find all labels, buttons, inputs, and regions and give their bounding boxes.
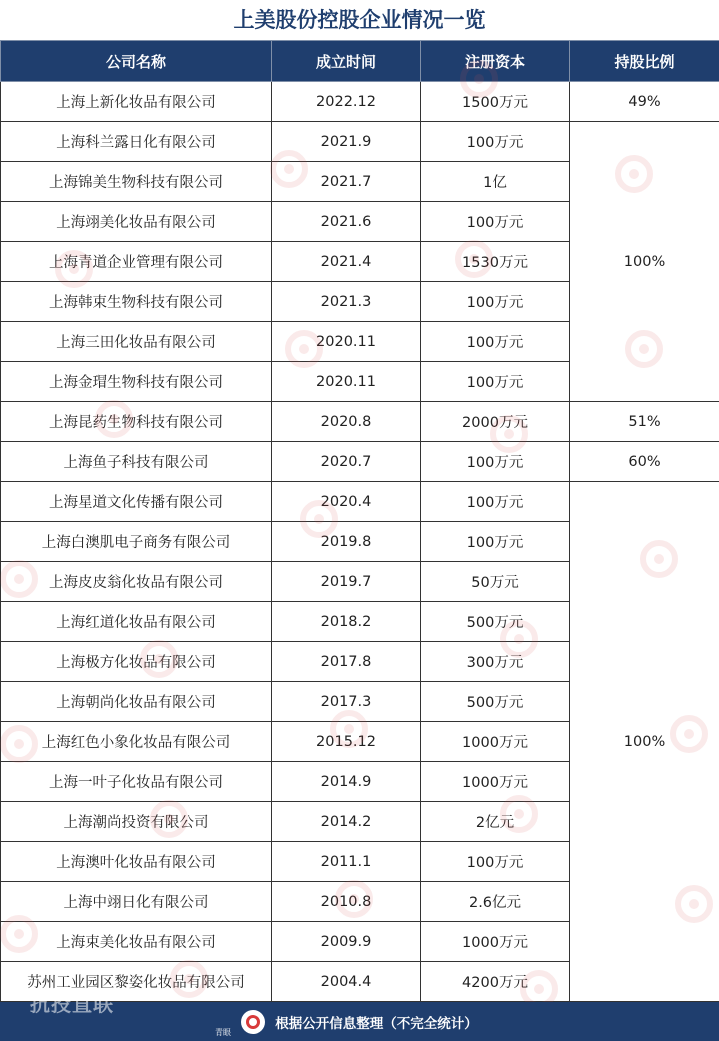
company-name: 上海中翊日化有限公司 (1, 882, 272, 922)
founded-date: 2020.4 (272, 482, 421, 522)
share-ratio: 60% (570, 442, 719, 482)
header-registered-capital: 注册资本 (421, 41, 570, 82)
company-name: 上海束美化妆品有限公司 (1, 922, 272, 962)
header-share-ratio: 持股比例 (570, 41, 719, 82)
registered-capital: 1530万元 (421, 242, 570, 282)
share-ratio: 51% (570, 402, 719, 442)
founded-date: 2015.12 (272, 722, 421, 762)
company-name: 上海一叶子化妆品有限公司 (1, 762, 272, 802)
registered-capital: 100万元 (421, 202, 570, 242)
company-name: 上海红色小象化妆品有限公司 (1, 722, 272, 762)
company-name: 上海星道文化传播有限公司 (1, 482, 272, 522)
registered-capital: 1000万元 (421, 922, 570, 962)
share-ratio: 100% (570, 482, 719, 1002)
registered-capital: 100万元 (421, 522, 570, 562)
header-founded-date: 成立时间 (272, 41, 421, 82)
registered-capital: 1亿 (421, 162, 570, 202)
founded-date: 2020.7 (272, 442, 421, 482)
share-ratio: 100% (570, 122, 719, 402)
brand-logo-text: 青眼 (215, 1028, 231, 1037)
founded-date: 2020.11 (272, 322, 421, 362)
table-row (1, 82, 719, 122)
company-name: 上海鱼子科技有限公司 (1, 442, 272, 482)
founded-date: 2014.9 (272, 762, 421, 802)
table-header-row (1, 41, 719, 82)
registered-capital: 2亿元 (421, 802, 570, 842)
company-name: 上海金瑁生物科技有限公司 (1, 362, 272, 402)
company-name: 上海澳叶化妆品有限公司 (1, 842, 272, 882)
company-name: 上海皮皮翁化妆品有限公司 (1, 562, 272, 602)
founded-date: 2021.9 (272, 122, 421, 162)
registered-capital: 1000万元 (421, 762, 570, 802)
registered-capital: 100万元 (421, 482, 570, 522)
founded-date: 2019.7 (272, 562, 421, 602)
registered-capital: 1000万元 (421, 722, 570, 762)
share-ratio: 49% (570, 82, 719, 122)
founded-date: 2010.8 (272, 882, 421, 922)
registered-capital: 100万元 (421, 122, 570, 162)
company-name: 上海青道企业管理有限公司 (1, 242, 272, 282)
founded-date: 2017.8 (272, 642, 421, 682)
holdings-table (0, 40, 719, 1002)
registered-capital: 100万元 (421, 842, 570, 882)
founded-date: 2018.2 (272, 602, 421, 642)
founded-date: 2020.11 (272, 362, 421, 402)
company-name: 上海韩束生物科技有限公司 (1, 282, 272, 322)
registered-capital: 100万元 (421, 282, 570, 322)
company-name: 上海红道化妆品有限公司 (1, 602, 272, 642)
registered-capital: 500万元 (421, 682, 570, 722)
registered-capital: 100万元 (421, 362, 570, 402)
founded-date: 2021.3 (272, 282, 421, 322)
founded-date: 2017.3 (272, 682, 421, 722)
registered-capital: 4200万元 (421, 962, 570, 1002)
company-name: 上海上新化妆品有限公司 (1, 82, 272, 122)
table-row (1, 482, 719, 522)
founded-date: 2022.12 (272, 82, 421, 122)
header-company-name: 公司名称 (1, 41, 272, 82)
company-name: 上海潮尚投资有限公司 (1, 802, 272, 842)
brand-overlay-text: 抗投直联 (30, 992, 114, 1016)
registered-capital: 300万元 (421, 642, 570, 682)
table-row (1, 442, 719, 482)
founded-date: 2019.8 (272, 522, 421, 562)
registered-capital: 500万元 (421, 602, 570, 642)
footer-note: 根据公开信息整理（不完全统计） (275, 1015, 478, 1032)
founded-date: 2021.6 (272, 202, 421, 242)
company-name: 上海翊美化妆品有限公司 (1, 202, 272, 242)
company-name: 上海昆药生物科技有限公司 (1, 402, 272, 442)
brand-logo-icon (241, 1010, 265, 1034)
registered-capital: 100万元 (421, 322, 570, 362)
registered-capital: 2000万元 (421, 402, 570, 442)
founded-date: 2011.1 (272, 842, 421, 882)
company-name: 苏州工业园区黎姿化妆品有限公司 (1, 962, 272, 1002)
page-title: 上美股份控股企业情况一览 (0, 0, 719, 40)
table-row (1, 122, 719, 162)
founded-date: 2021.7 (272, 162, 421, 202)
company-name: 上海锦美生物科技有限公司 (1, 162, 272, 202)
registered-capital: 100万元 (421, 442, 570, 482)
company-name: 上海三田化妆品有限公司 (1, 322, 272, 362)
table-row (1, 402, 719, 442)
company-name: 上海极方化妆品有限公司 (1, 642, 272, 682)
founded-date: 2020.8 (272, 402, 421, 442)
founded-date: 2014.2 (272, 802, 421, 842)
company-name: 上海科兰露日化有限公司 (1, 122, 272, 162)
founded-date: 2009.9 (272, 922, 421, 962)
registered-capital: 50万元 (421, 562, 570, 602)
founded-date: 2021.4 (272, 242, 421, 282)
registered-capital: 2.6亿元 (421, 882, 570, 922)
company-name: 上海朝尚化妆品有限公司 (1, 682, 272, 722)
founded-date: 2004.4 (272, 962, 421, 1002)
company-name: 上海白澳肌电子商务有限公司 (1, 522, 272, 562)
registered-capital: 1500万元 (421, 82, 570, 122)
